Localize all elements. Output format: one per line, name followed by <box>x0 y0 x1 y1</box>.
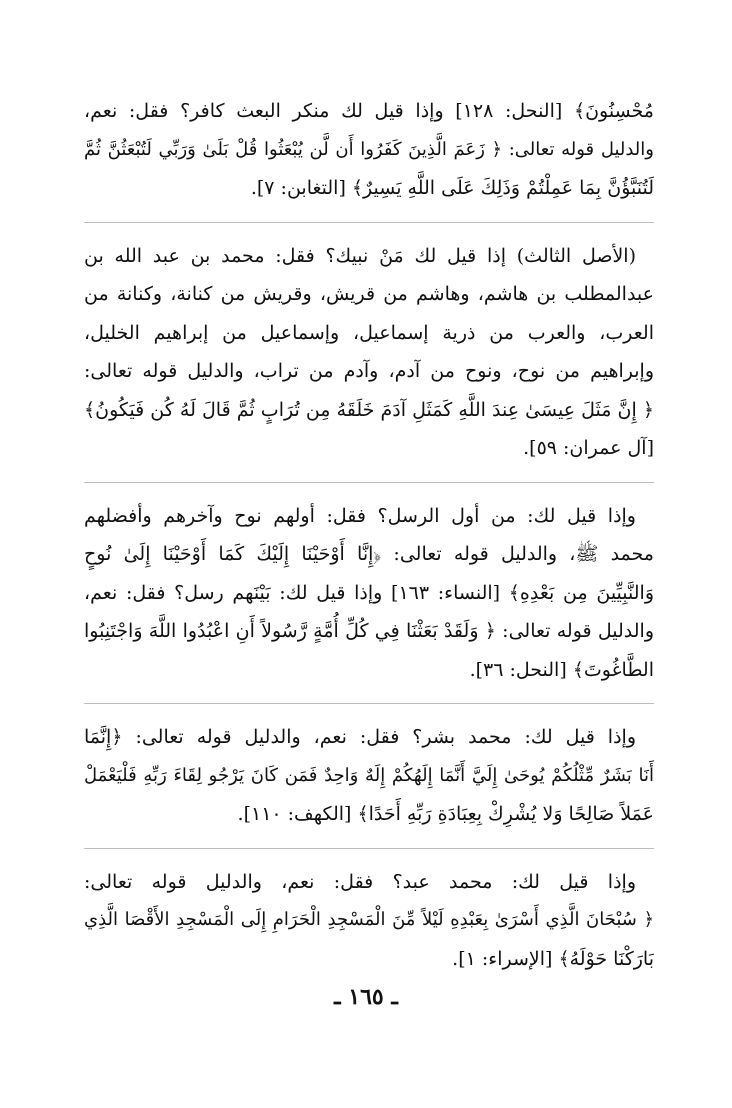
text-line: وإبراهيم من نوح، ونوح من آدم، وآدم من تراب، والدليل قوله تعالى: <box>84 360 654 382</box>
text-line: لَتُنَبَّؤُنَّ بِمَا عَمِلْتُمْ وَذَلِكَ عَلَى اللَّهِ يَسِيرٌ﴾ [التغابن: ٧]. <box>250 177 654 199</box>
paragraph-4 <box>84 718 654 834</box>
text-line: وإذا قيل لك: من أول الرسل؟ فقل: أولهم نوح وآخرهم وأفضلهم <box>84 504 636 527</box>
text-line: ﴿ إِنَّ مَثَلَ عِيسَىٰ عِندَ اللَّهِ كَمَثَلِ آدَمَ خَلَقَهُ مِن تُرَابٍ ثُمَّ قَالَ لَهُ كُن فَيَكُونُ﴾ <box>84 398 654 421</box>
text-line: ﴿ سُبْحَانَ الَّذِي أَسْرَىٰ بِعَبْدِهِ لَيْلاً مِّنَ الْمَسْجِدِ الْحَرَامِ إِلَى الْمَسْجِدِ الأَقْصَا الَّذِي <box>84 909 654 930</box>
paragraph-2 <box>84 237 654 468</box>
paragraph-divider <box>84 848 654 849</box>
paragraph-5 <box>84 863 654 979</box>
page-number: ـ ١٦٥ ـ <box>334 984 398 1010</box>
text-line: والدليل قوله تعالى: ﴿ زَعَمَ الَّذِينَ كَفَرُوا أَن لَّن يُبْعَثُوا قُلْ بَلَىٰ وَرَبِّي لَتُبْعَثُنَّ ثُمَّ <box>84 138 654 160</box>
paragraph-3 <box>84 497 654 690</box>
text-line: (الأصل الثالث) إذا قيل لك مَنْ نبيك؟ فقل: محمد بن عبد الله بن <box>84 244 636 267</box>
paragraph-divider <box>84 222 654 223</box>
text-line: الطَّاغُوتَ﴾ [النحل: ٣٦]. <box>469 658 654 681</box>
text-line: وَالنَّبِيِّينَ مِن بَعْدِهِ﴾ [النساء: ١٦٣] وإذا قيل لك: بَيْنَهم رسل؟ فقل: نعم، <box>84 581 654 604</box>
text-body <box>84 92 654 978</box>
paragraph-divider <box>84 703 654 704</box>
text-line: بَارَكْنَا حَوْلَهُ﴾ [الإسراء: ١]. <box>452 947 654 970</box>
text-line: مُحْسِنُونَ﴾ [النحل: ١٢٨] وإذا قيل لك منكر البعث كافر؟ فقل: نعم، <box>84 100 654 122</box>
text-line: عبدالمطلب بن هاشم، وهاشم من قريش، وقريش من كنانة، وكنانة من <box>84 283 654 305</box>
text-line: عَمَلاً صَالِحًا وَلا يُشْرِكْ بِعِبَادَةِ رَبِّهِ أَحَدًا﴾ [الكهف: ١١٠]. <box>237 803 654 825</box>
text-line: وإذا قيل لك: محمد بشر؟ فقل: نعم، والدليل قوله تعالى: ﴿إِنَّمَا <box>84 726 636 748</box>
text-line: والدليل قوله تعالى: ﴿ وَلَقَدْ بَعَثْنَا فِي كُلِّ أُمَّةٍ رَّسُولاً أَنِ اعْبُدُوا اللَّهَ وَاجْتَنِبُوا <box>84 620 654 642</box>
paragraph-1 <box>84 92 654 208</box>
text-line: وإذا قيل لك: محمد عبد؟ فقل: نعم، والدليل قوله تعالى: <box>84 870 636 893</box>
paragraph-divider <box>84 482 654 483</box>
text-line: محمد ﷺ، والدليل قوله تعالى: ﴿إِنَّا أَوْحَيْنَا إِلَيْكَ كَمَا أَوْحَيْنَا إِلَىٰ نُوحٍ <box>84 543 654 565</box>
text-line: [آل عمران: ٥٩]. <box>523 437 654 459</box>
text-line: أَنَا بَشَرٌ مِّثْلُكُمْ يُوحَىٰ إِلَيَّ أَنَّمَا إِلَهُكُمْ إِلَهٌ وَاحِدٌ فَمَن كَانَ يَرْجُو لِقَاءَ رَبِّهِ فَلْيَعْمَلْ <box>84 764 654 786</box>
text-line: العرب، والعرب من ذرية إسماعيل، وإسماعيل من إبراهيم الخليل، <box>84 321 654 344</box>
